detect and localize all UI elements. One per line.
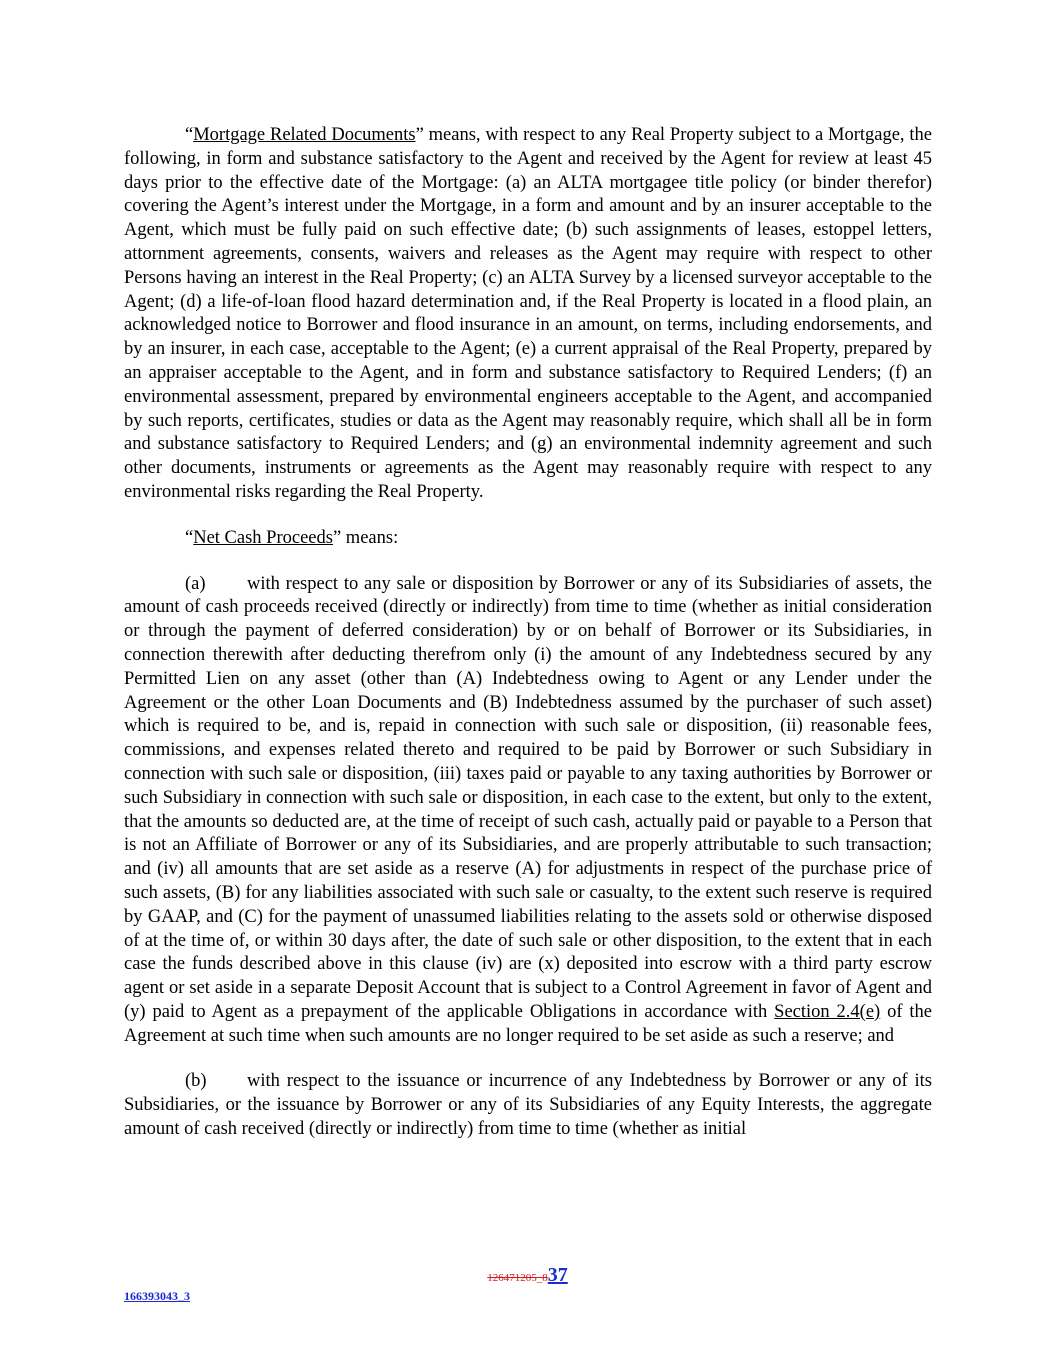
clause-label: (b) [185,1071,207,1092]
definition-mortgage-related-documents [124,124,932,505]
document-id: 166393043_3 [124,1289,190,1303]
deleted-page-number: 126471205_8 [487,1272,548,1284]
clause-b [124,1070,932,1141]
definition-body: ” means: [332,527,399,548]
open-quote: “ [185,527,194,548]
section-reference-link[interactable]: Section 2.4(e) [774,1001,881,1022]
definition-body: ” means, with respect to any Real Property subject to a Mortgage, the following, in form and substance satisfactory to the Agent and received by the Agent for review at least 45 days prior to the effective date of the Mortgage: (a) an ALTA mortgagee title policy (or binder therefor) covering the Agent’s interest under the Mortgage, in a form and amount and by an insurer acceptable to the Agent, which must be fully paid on such effective date; (b) such assignments of leases, estoppel letters, attornment agreements, consents, waivers and releases as the Agent may require with respect to other Persons having an interest in the Real Property; (c) an ALTA Survey by a licensed surveyor acceptable to the Agent; (d) a life-of-loan flood hazard determination and, if the Real Property is located in a flood plain, an acknowledged notice to Borrower and flood insurance in an amount, on terms, including endorsements, and by an insurer, in each case, acceptable to the Agent; (e) a current appraisal of the Real Property, prepared by an appraiser acceptable to the Agent, and in form and substance satisfactory to Required Lenders; (f) an environmental assessment, prepared by environmental engineers acceptable to the Agent, and accompanied by such reports, certificates, studies or data as the Agent may reasonably require, which shall all be in form and substance satisfactory to Required Lenders; and (g) an environmental indemnity agreement and such other documents, instruments or agreements as the Agent may reasonably require with respect to any environmental risks regarding the Real Property. [124,125,932,502]
clause-body: with respect to any sale or disposition by Borrower or any of its Subsidiaries of assets, the amount of cash proceeds received (directly or indirectly) from time to time (whether as initial consideration or through the payment of deferred consideration) by or on behalf of Borrower or its Subsidiaries, in connection therewith after deducting therefrom only (i) the amount of any Indebtedness secured by any Permitted Lien on any asset (other than (A) Indebtedness owing to Agent or any Lender under the Agreement or the other Loan Documents and (B) Indebtedness assumed by the purchaser of such asset) which is required to be, and is, repaid in connection with such sale or disposition, (ii) reasonable fees, commissions, and expenses related thereto and required to be paid by Borrower or such Subsidiary in connection with such sale or disposition, (iii) taxes paid or payable to any taxing authorities by Borrower or such Subsidiary in connection with such sale or disposition, in each case to the extent, but only to the extent, that the amounts so deducted are, at the time of receipt of such cash, actually paid or payable to a Person that is not an Affiliate of Borrower or any of its Subsidiaries, and are properly attributable to such transaction; and (iv) all amounts that are set aside as a reserve (A) for adjustments in respect of the purchase price of such assets, (B) for any liabilities associated with such sale or casualty, to the extent such reserve is required by GAAP, and (C) for the payment of unassumed liabilities relating to the assets sold or otherwise disposed of at the time of, or within 30 days after, the date of such sale or other disposition, to the extent that in each case the funds described above in this clause (iv) are (x) deposited into escrow with a third party escrow agent or set aside in a separate Deposit Account that is subject to a Control Agreement in favor of Agent and (y) paid to Agent as a prepayment of the applicable Obligations in accordance with [124,573,932,1022]
clause-body: with respect to the issuance or incurrence of any Indebtedness by Borrower or any of its Subsidiaries, or the issuance by Borrower or any of its Subsidiaries of any Equity Interests, the aggregate amount of cash received (directly or indirectly) from time to time (whether as initial [124,1071,932,1140]
clause-label: (a) [185,573,206,594]
open-quote: “ [185,125,194,145]
page-number: 37 [547,1264,568,1286]
definition-net-cash-proceeds [124,527,932,551]
page-number-footer [0,1264,1055,1287]
clause-body-end: of the Agreement at such time when such amounts are no longer required to be set aside as such a reserve; and [124,1001,933,1046]
clause-a [124,573,932,1049]
defined-term: Net Cash Proceeds [193,527,333,548]
defined-term: Mortgage Related Documents [193,125,416,145]
document-page [124,124,932,1142]
